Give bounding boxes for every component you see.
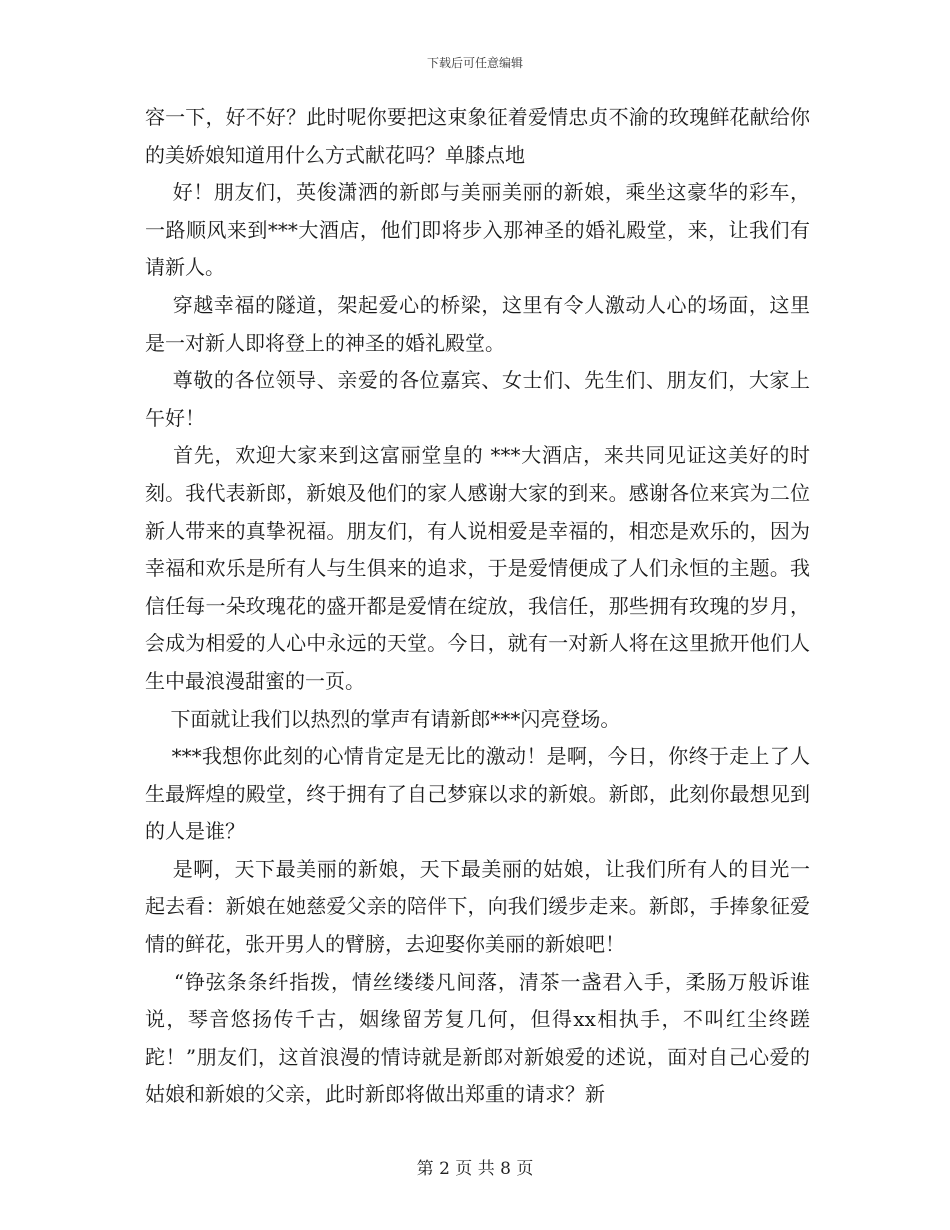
paragraph: 首先，欢迎大家来到这富丽堂皇的 ***大酒店，来共同见证这美好的时刻。我代表新郎，新娘及他们的家人感谢大家的到来。感谢各位来宾为二位新人带来的真挚祝福。朋友们，有人说相爱是幸福的，相恋是欢乐的，因为幸福和欢乐是所有人与生俱来的追求，于是爱情便成了人们永恒的主题。我信任每一朵玫瑰花的盛开都是爱情在绽放，我信任，那些拥有玫瑰的岁月，会成为相爱的人心中永远的天堂。今日，就有一对新人将在这里掀开他们人生中最浪漫甜蜜的一页。 (145, 443, 811, 693)
document-body (145, 99, 810, 1114)
page-number-footer: 第 2 页 共 8 页 (416, 1159, 534, 1179)
paragraph: 尊敬的各位领导、亲爱的各位嘉宾、女士们、先生们、朋友们，大家上午好！ (145, 368, 810, 430)
page-header: 下载后可任意编辑 (426, 56, 523, 70)
paragraph: 穿越幸福的隧道，架起爱心的桥梁，这里有令人激动人心的场面，这里是一对新人即将登上的神圣的婚礼殿堂。 (145, 292, 810, 355)
paragraph: “铮弦条条纤指拨，情丝缕缕凡间落，清茶一盏君入手，柔肠万般诉谁说，琴音悠扬传千古，姻缘留芳复几何，但得xx相执手，不叫红尘终蹉跎！”朋友们，这首浪漫的情诗就是新郎对新娘爱的述说，面对自己心爱的姑娘和新娘的父亲，此时新郎将做出郑重的请求？新 (145, 969, 810, 1107)
paragraph: ***我想你此刻的心情肯定是无比的激动！是啊，今日，你终于走上了人生最辉煌的殿堂，终于拥有了自己梦寐以求的新娘。新郎，此刻你最想见到的人是谁？ (145, 744, 810, 844)
paragraph: 下面就让我们以热烈的掌声有请新郎***闪亮登场。 (145, 706, 621, 731)
paragraph: 容一下，好不好？此时呢你要把这束象征着爱情忠贞不渝的玫瑰鲜花献给你的美娇娘知道用什么方式献花吗？单膝点地 (145, 105, 810, 167)
paragraph: 好！朋友们，英俊潇洒的新郎与美丽美丽的新娘，乘坐这豪华的彩车，一路顺风来到***大酒店，他们即将步入那神圣的婚礼殿堂，来，让我们有请新人。 (145, 180, 810, 280)
paragraph: 是啊，天下最美丽的新娘，天下最美丽的姑娘，让我们所有人的目光一起去看：新娘在她慈爱父亲的陪伴下，向我们缓步走来。新郎，手捧象征爱情的鲜花，张开男人的臂膀，去迎娶你美丽的新娘吧！ (145, 856, 810, 957)
